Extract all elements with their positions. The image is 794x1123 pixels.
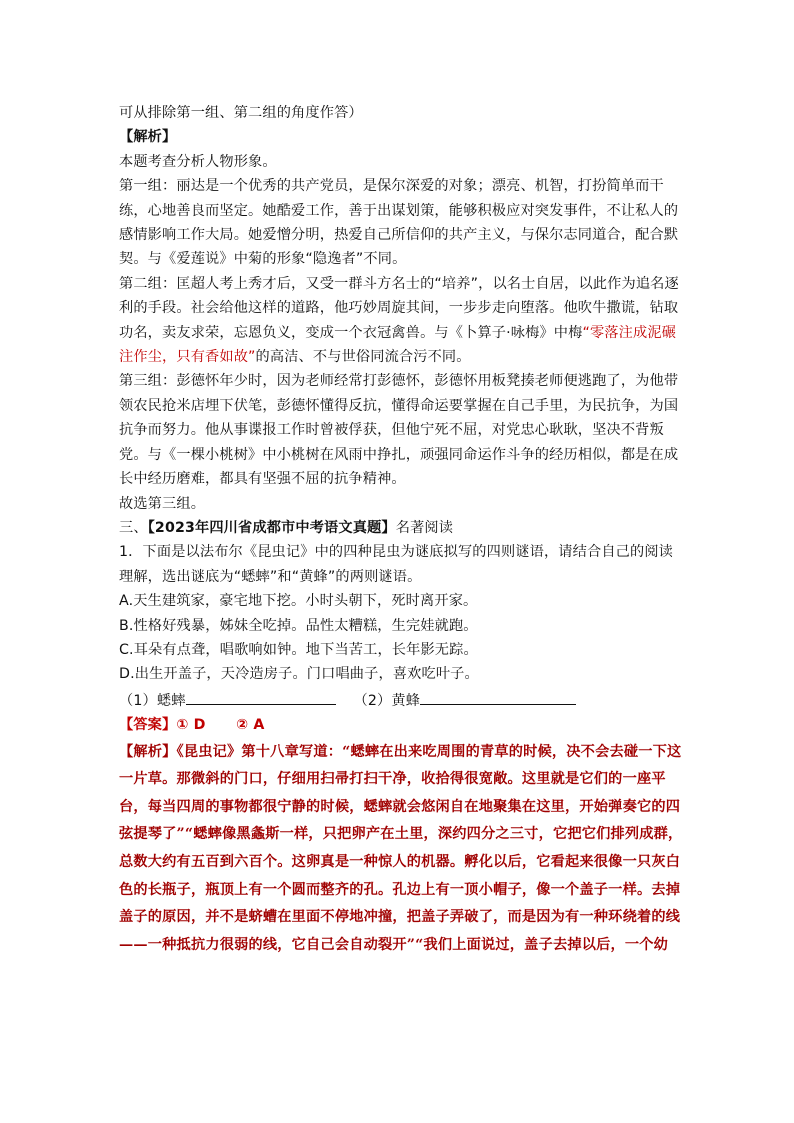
option-c: C.耳朵有点聋，唱歌响如钟。地下当苦工，长年影无踪。 [119,641,478,658]
blank-one-label: （1）蟋蟀 [119,692,186,709]
blank-one[interactable] [186,687,336,705]
analysis-text: 《昆虫记》第十八章写道：“蟋蟀在出来吃周围的青草的时候，决不会去碰一下这一片草。那微斜的门口，仔细用扫帚打扫干净，收拾得很宽敞。这里就是它们的一座平台，每当四周的事物都很宁静的时候，蟋蟀就会悠闲自在地聚集在这里，开始弹奏它的四弦提琴了”“蟋蟀像黑螽斯一样，只把卵产在土里，深约四分之三寸，它把它们排列成群，总数大约有五百到六百个。这卵真是一种惊人的机器。孵化以后，它看起来很像一只灰白色的长瓶子，瓶顶上有一个圆而整齐的孔。孔边上有一顶小帽子，像一个盖子一样。去掉盖子的原因，并不是蛴螬在里面不停地冲撞，把盖子弄破了，而是因为有一种环绕着的线——一种抵抗力很弱的线，它自己会自动裂开”“我们上面说过，盖子去掉以后，一个幼 [119,743,683,953]
analysis-heading-2: 【解析】 [119,743,177,760]
option-b: B.性格好残暴，姊妹全吃掉。品性太糟糕，生完娃就跑。 [119,617,478,634]
answer-line [119,713,684,737]
section-title: 名著阅读 [395,519,454,536]
group-two-paragraph [119,272,684,370]
analysis-paragraph [119,739,684,960]
choice-line: 故选第三组。 [119,495,206,512]
blank-two-label: （2）黄蜂 [353,692,421,709]
question-stem: 1．下面是以法布尔《昆虫记》中的四种昆虫为谜底拟写的四则谜语，请结合自己的阅读理解，选出谜底为“蟋蟀”和“黄蜂”的两则谜语。 [119,544,674,585]
answer-value: ① D ② A [176,717,265,734]
text-line: 本题考查分析人物形象。 [119,153,277,170]
section-number: 三、 [119,519,148,536]
exam-source: 【2023年四川省成都市中考语文真题】 [147,519,396,536]
option-a: A.天生建筑家，豪宅地下挖。小时头朝下，死时离开家。 [119,593,478,610]
blank-two[interactable] [420,687,576,705]
group-two-tail: 的高洁、不与世俗同流合污不同。 [255,349,471,366]
blanks-line [119,687,684,713]
answer-heading: 【答案】 [119,717,177,734]
analysis-heading: 【解析】 [119,129,177,146]
question-three-heading [119,516,684,540]
question-three [119,516,684,959]
option-d: D.出生开盖子，天冷造房子。门口唱曲子，喜欢吃叶子。 [119,666,479,683]
group-one-paragraph: 第一组：丽达是一个优秀的共产党员，是保尔深爱的对象；漂亮、机智，打扮简单而干练，心地善良而坚定。她酷爱工作，善于出谋划策，能够积极应对突发事件，不让私人的感情影响工作大局。她爱憎分明，热爱自己所信仰的共产主义，与保尔志同道合，配合默契。与《爱莲说》中菊的形象“隐逸者”不同。 [119,178,679,268]
poem-quote: “零落注成泥碾注作尘，只有香如故” [119,324,676,366]
group-three-paragraph: 第三组：彭德怀年少时，因为老师经常打彭德怀，彭德怀用板凳揍老师便逃跑了，为他带领农民抢米店埋下伏笔，彭德怀懂得反抗，懂得命运要掌握在自己手里，为民抗争，为国抗争而努力。他从事谍报工作时曾被俘获，但他宁死不屈，对党忠心耿耿，坚决不背叛党。与《一棵小桃树》中小桃树在风雨中挣扎，顽强同命运作斗争的经历相似，都是在成长中经历磨难，都具有坚强不屈的抗争精神。 [119,373,679,488]
document-content [119,101,684,959]
text-line: 可从排除第一组、第二组的角度作答） [119,105,363,121]
group-two-text: 第二组：匡超人考上秀才后，又受一群斗方名士的“培养”，以名士自居，以此作为追名逐利的手段。社会给他这样的道路，他巧妙周旋其间，一步步走向堕落。他吹牛撒谎，钻取功名，卖友求荣，忘恩负义，变成一个衣冠禽兽。与《卜算子·咏梅》中梅 [119,275,679,341]
